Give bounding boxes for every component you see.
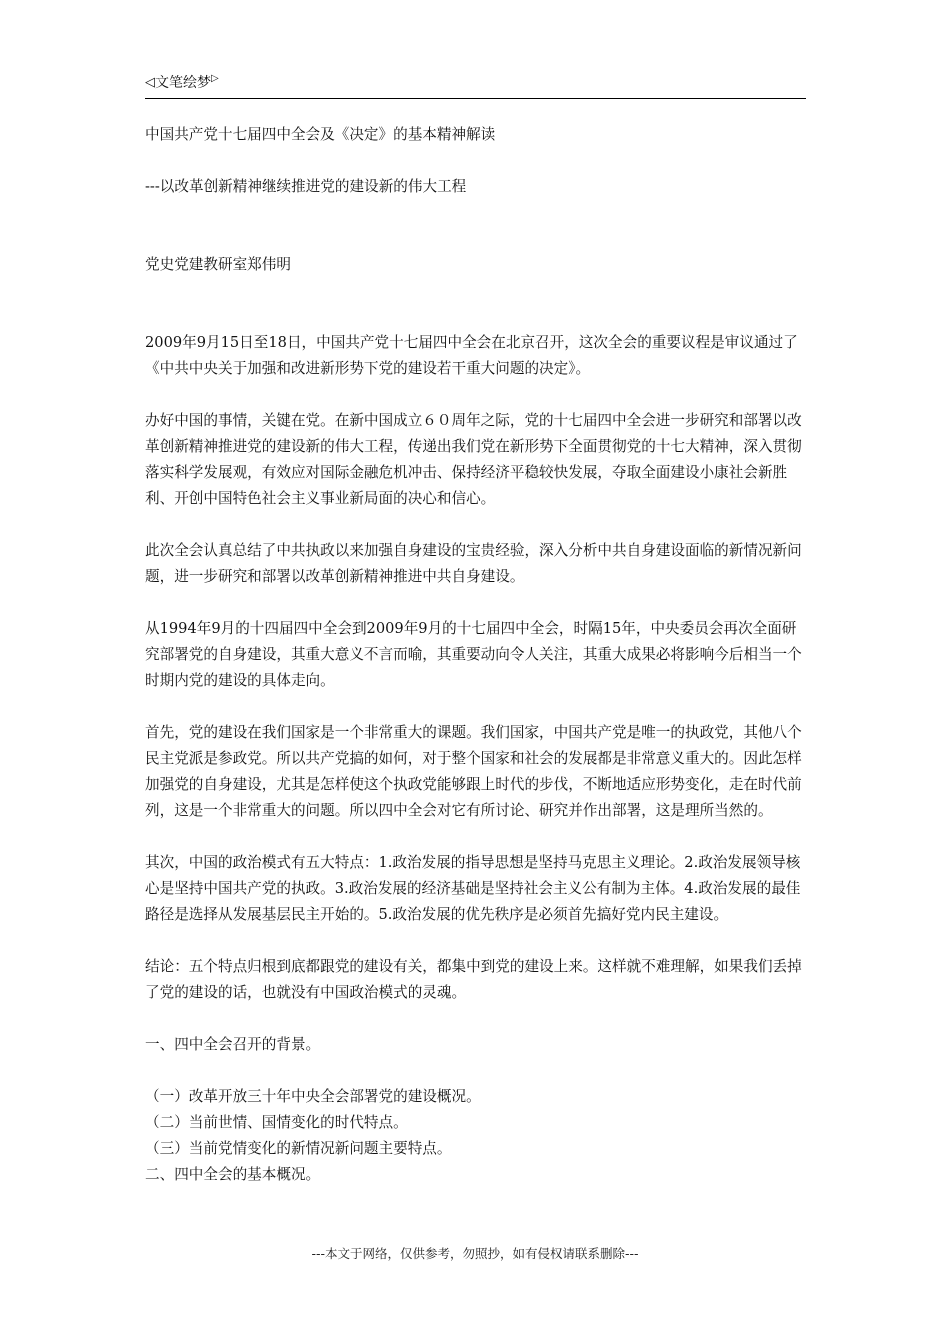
page-footer: ---本文于网络，仅供参考，勿照抄，如有侵权请联系删除--- — [311, 1246, 639, 1261]
left-triangle-icon: ◁ — [145, 75, 155, 90]
logo-text: 文笔绘梦 — [155, 75, 211, 91]
section-heading: 二、四中全会的基本概况。 — [145, 1166, 321, 1183]
section-heading: 一、四中全会召开的背景。 — [145, 1036, 321, 1053]
list-item: （一）改革开放三十年中央全会部署党的建设概况。 — [145, 1088, 481, 1105]
paragraph: 此次全会认真总结了中共执政以来加强自身建设的宝贵经验，深入分析中共自身建设面临的新情况新问题，进一步研究和部署以改革创新精神推进中共自身建设。 — [145, 542, 802, 585]
paragraph: 办好中国的事情，关键在党。在新中国成立６０周年之际，党的十七届四中全会进一步研究和部署以改革创新精神推进党的建设新的伟大工程，传递出我们党在新形势下全面贯彻党的十七大精神，深入贯彻落实科学发展观，有效应对国际金融危机冲击、保持经济平稳较快发展，夺取全面建设小康社会新胜利、开创中国特色社会主义事业新局面的决心和信心。 — [145, 412, 802, 507]
paragraph: 其次，中国的政治模式有五大特点：1.政治发展的指导思想是坚持马克思主义理论。2.政治发展领导核心是坚持中国共产党的执政。3.政治发展的经济基础是坚持社会主义公有制为主体。4.政治发展的最佳路径是选择从发展基层民主开始的。5.政治发展的优先秩序是必须首先搞好党内民主建设。 — [145, 854, 801, 923]
paragraph: 从1994年9月的十四届四中全会到2009年9月的十七届四中全会，时隔15年，中央委员会再次全面研究部署党的自身建设，其重大意义不言而喻，其重要动向令人关注，其重大成果必将影响今后相当一个时期内党的建设的具体走向。 — [145, 620, 802, 689]
list-item: （三）当前党情变化的新情况新问题主要特点。 — [145, 1140, 452, 1157]
page-header — [145, 72, 806, 99]
header-logo — [145, 72, 806, 94]
paragraph: 首先，党的建设在我们国家是一个非常重大的课题。我们国家，中国共产党是唯一的执政党，其他八个民主党派是参政党。所以共产党搞的如何，对于整个国家和社会的发展都是非常意义重大的。因此怎样加强党的自身建设，尤其是怎样使这个执政党能够跟上时代的步伐，不断地适应形势变化，走在时代前列，这是一个非常重大的问题。所以四中全会对它有所讨论、研究并作出部署，这是理所当然的。 — [145, 724, 802, 819]
document-author: 党史党建教研室郑伟明 — [145, 256, 291, 273]
paragraph: 结论：五个特点归根到底都跟党的建设有关，都集中到党的建设上来。这样就不难理解，如果我们丢掉了党的建设的话，也就没有中国政治模式的灵魂。 — [145, 958, 802, 1001]
paragraph: 2009年9月15日至18日，中国共产党十七届四中全会在北京召开，这次全会的重要议程是审议通过了《中共中央关于加强和改进新形势下党的建设若干重大问题的决定》。 — [145, 334, 798, 377]
right-triangle-icon: ▷ — [211, 73, 219, 84]
document-title: 中国共产党十七届四中全会及《决定》的基本精神解读 — [145, 126, 496, 143]
document-body — [145, 122, 809, 1188]
list-item: （二）当前世情、国情变化的时代特点。 — [145, 1114, 408, 1131]
document-subtitle: ---以改革创新精神继续推进党的建设新的伟大工程 — [145, 178, 467, 195]
